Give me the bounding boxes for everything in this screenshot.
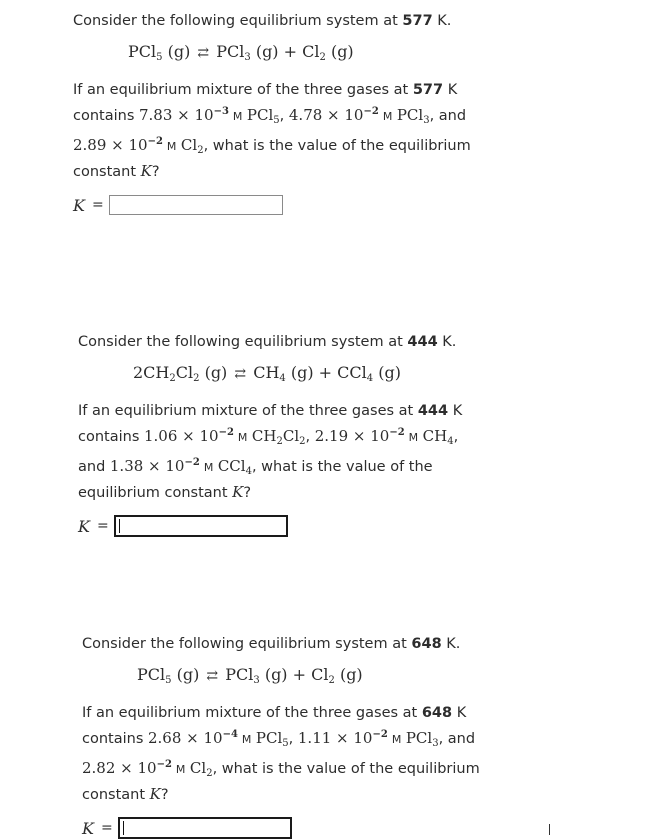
problem-3	[82, 633, 562, 840]
concentration-1: $7.83 \times 10^{-3}$	[139, 106, 229, 124]
answer-row: K =	[73, 193, 553, 217]
concentration-2: $1.11 \times 10^{-2}$	[297, 729, 388, 747]
concentration-1: $1.06 \times 10^{-2}$	[144, 427, 234, 445]
problem-question: If an equilibrium mixture of the three gases at 577 K contains $7.83 \times 10^{-3}$ M PCl$_5$, $4.78 \times 10^{-2}$ M PCl$_3$, and $2.89 \times 10^{-2}$ M $Cl_2$, what is the value of the equilibrium constant K?	[73, 82, 471, 180]
equilibrium-arrow: ⇄	[206, 668, 219, 684]
k-answer-input-1[interactable]	[109, 195, 283, 215]
temperature: 577	[402, 13, 433, 29]
mouse-text-cursor	[549, 824, 550, 835]
equilibrium-arrow: ⇄	[197, 45, 210, 61]
concentration-2: $2.19 \times 10^{-2}$	[314, 427, 405, 445]
problem-question: If an equilibrium mixture of the three gases at 444 K contains $1.06 \times 10^{-2}$ M $CH_2Cl_2$, $2.19 \times 10^{-2}$ M $CH_4$, and $1.38 \times 10^{-2}$ M CCl$_4$, what is the value of the equilibrium constant K?	[78, 403, 463, 501]
species-2: PCl$_3$	[396, 106, 430, 126]
species-3: $Cl_2$	[180, 136, 204, 156]
problem-question: If an equilibrium mixture of the three gases at 648 K contains $2.68 \times 10^{-4}$ M PCl$_5$, $1.11 \times 10^{-2}$ M PCl$_3$, and $2.82 \times 10^{-2}$ M $Cl_2$, what is the value of the equilibrium constant K?	[82, 705, 480, 803]
k-answer-input-3[interactable]	[118, 817, 292, 839]
temperature: 648	[411, 636, 442, 652]
species-1: PCl$_5$	[246, 106, 280, 126]
species-2: PCl$_3$	[405, 729, 439, 749]
problem-intro: Consider the following equilibrium system at 648 K.	[82, 636, 461, 652]
concentration-3: $2.89 \times 10^{-2}$	[73, 136, 163, 154]
answer-label: K	[73, 195, 85, 215]
answer-label: K	[82, 818, 94, 838]
equilibrium-equation: $2CH_2Cl_2$ (g) ⇄ $CH_4$ (g) + CCl$_4$ (g)	[133, 363, 401, 384]
answer-row: K =	[78, 514, 558, 538]
species-2: $CH_4$	[422, 427, 454, 447]
problem-1	[73, 10, 553, 217]
answer-label: K	[78, 516, 90, 536]
equilibrium-arrow: ⇄	[234, 366, 247, 382]
species-3: $Cl_2$	[189, 759, 213, 779]
concentration-3: $2.82 \times 10^{-2}$	[82, 759, 172, 777]
concentration-3: $1.38 \times 10^{-2}$	[109, 457, 200, 475]
equilibrium-equation: PCl$_5$ (g) ⇄ PCl$_3$ $(g) + Cl_2$ (g)	[137, 665, 363, 686]
temperature: 444	[407, 334, 438, 350]
answer-row: K =	[82, 816, 562, 840]
problem-intro: Consider the following equilibrium system at 444 K.	[78, 334, 457, 350]
equilibrium-equation: PCl$_5$ (g) ⇄ PCl$_3$ $(g) + Cl_2$ (g)	[128, 42, 354, 63]
problem-intro: Consider the following equilibrium system at 577 K.	[73, 13, 452, 29]
species-3: CCl$_4$	[217, 457, 252, 477]
problem-2	[78, 331, 558, 538]
species-1: PCl$_5$	[255, 729, 289, 749]
text-caret	[123, 821, 124, 835]
concentration-1: $2.68 \times 10^{-4}$	[148, 729, 238, 747]
k-answer-input-2[interactable]	[114, 515, 288, 537]
text-caret	[119, 519, 120, 533]
concentration-2: $4.78 \times 10^{-2}$	[288, 106, 379, 124]
species-1: $CH_2Cl_2$	[251, 427, 306, 447]
